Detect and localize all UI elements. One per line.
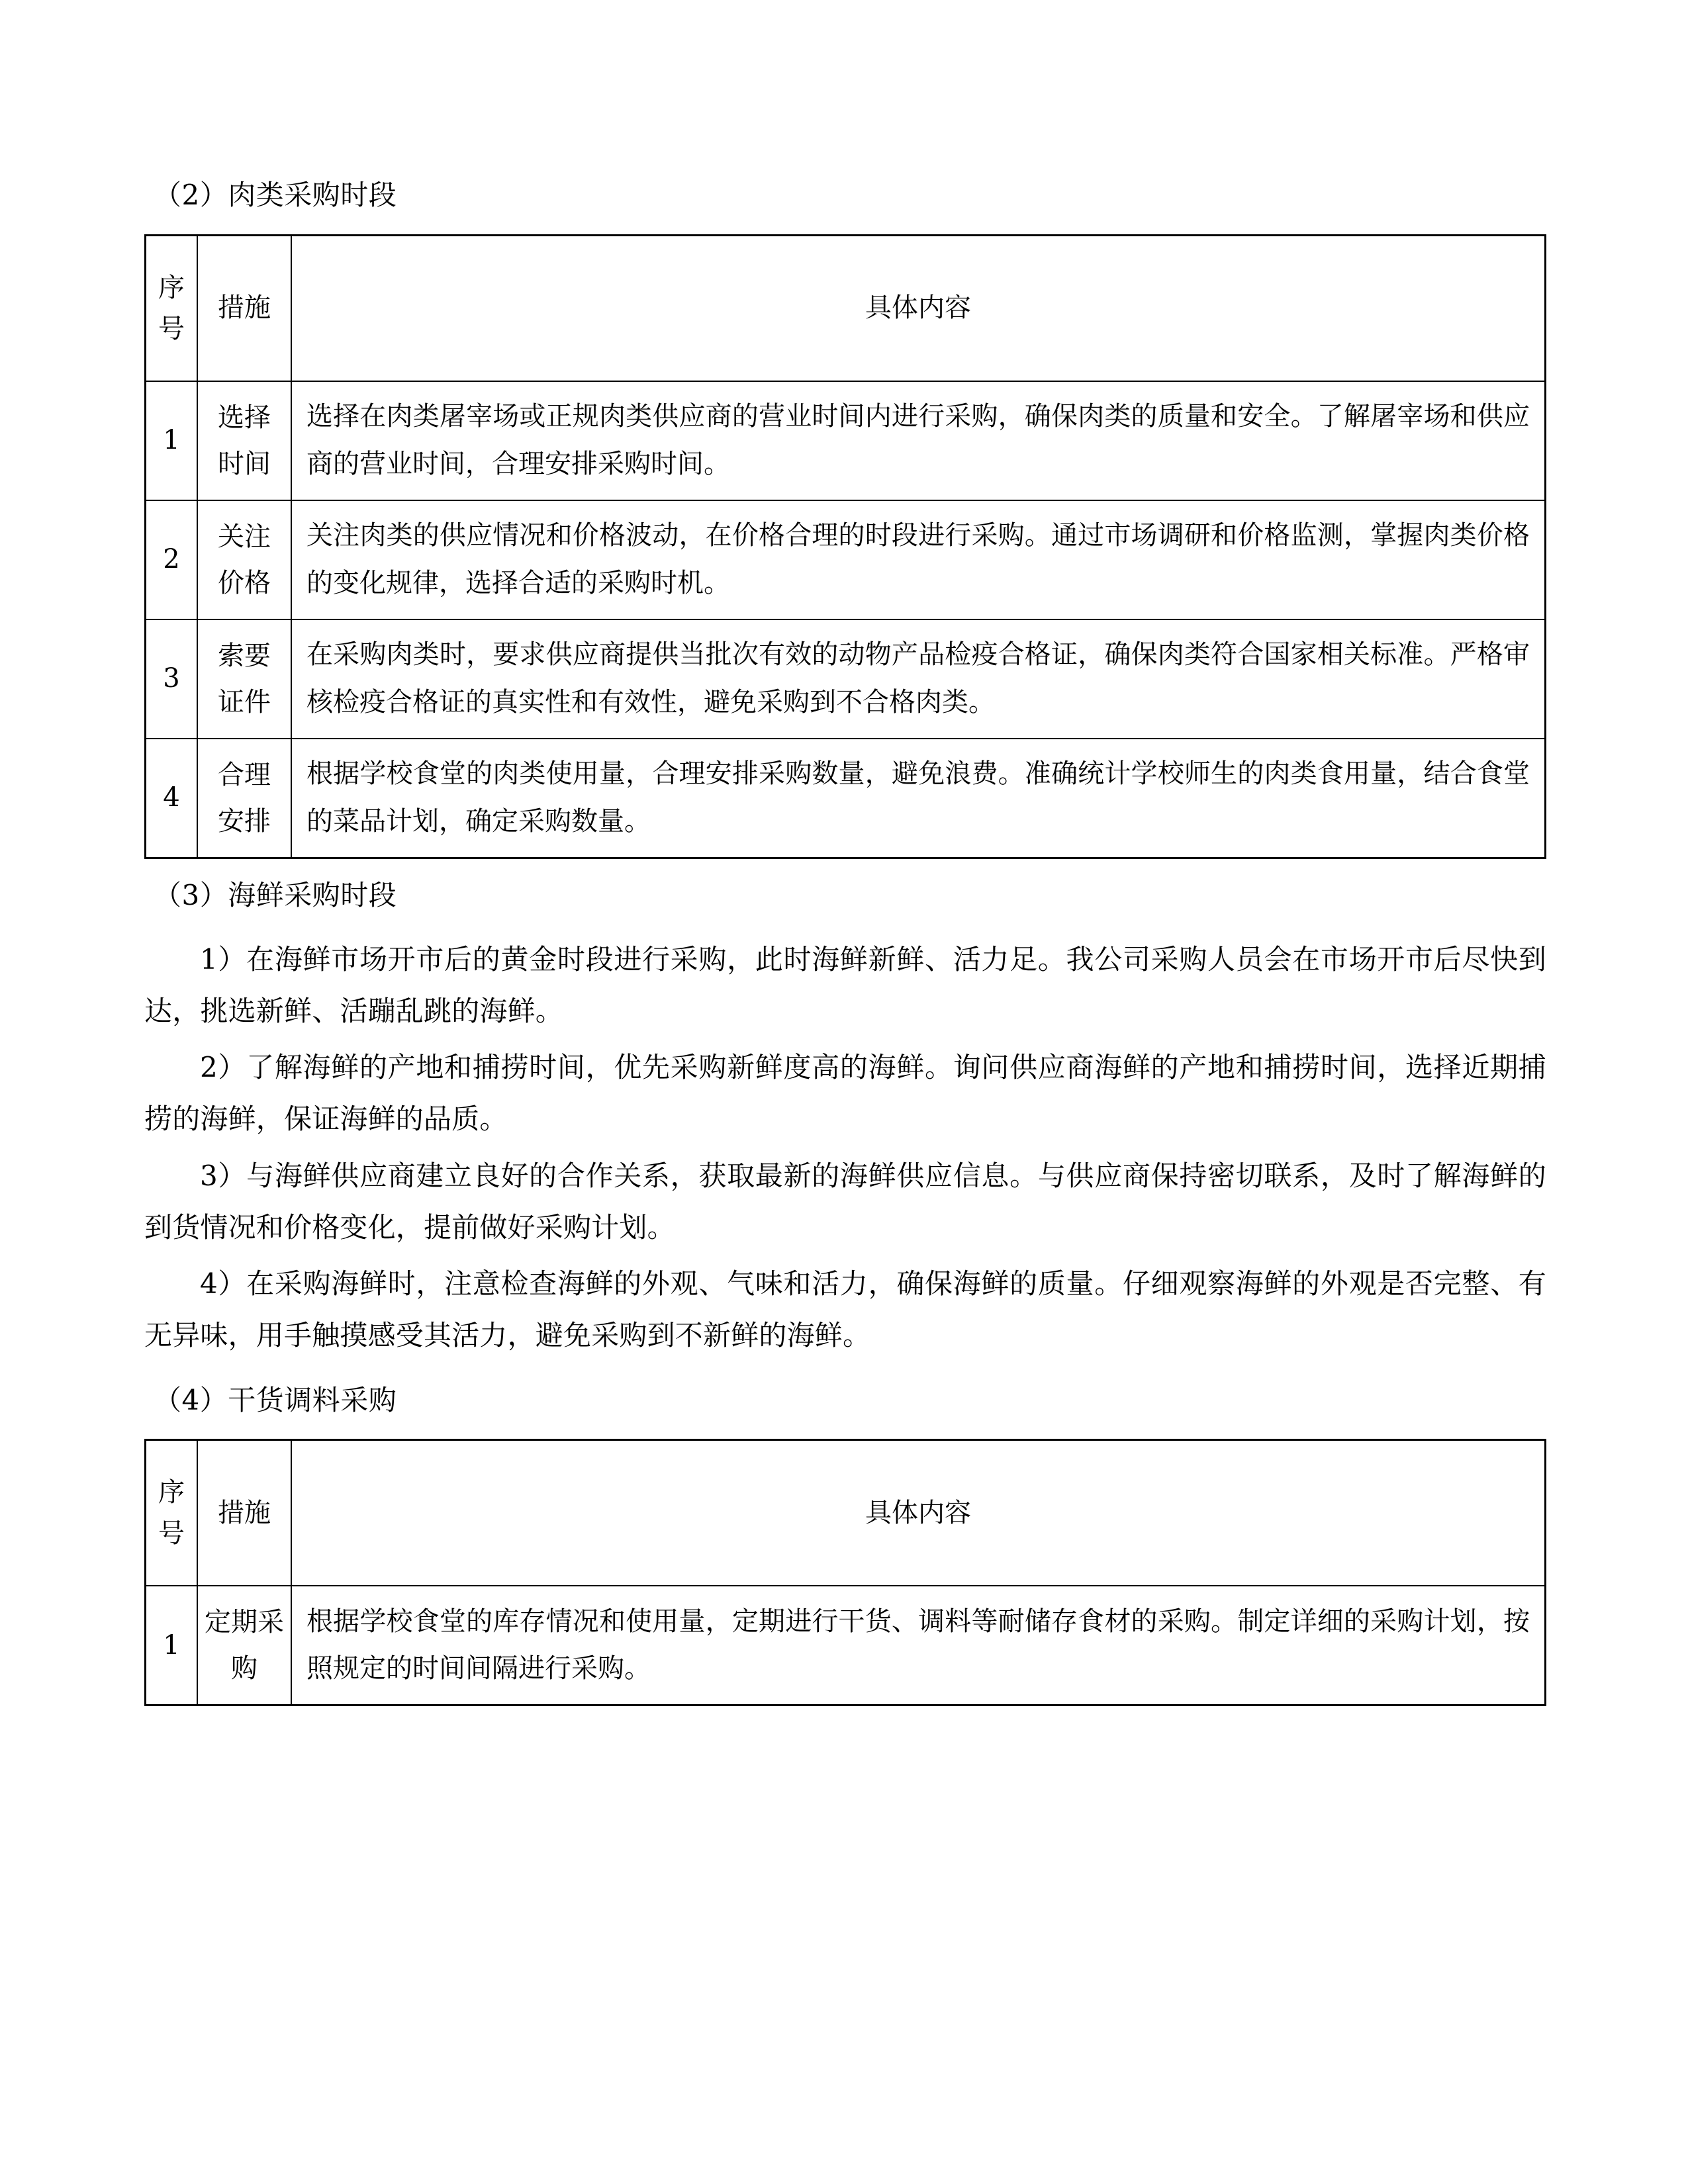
seafood-paragraph-3: 3）与海鲜供应商建立良好的合作关系，获取最新的海鲜供应信息。与供应商保持密切联系，及时了解海鲜的到货情况和价格变化，提前做好采购计划。 (144, 1159, 1546, 1244)
dry-goods-table-body (146, 1586, 1546, 1706)
meat-table-body (146, 381, 1546, 858)
row-number: 1 (146, 381, 198, 500)
meat-table-head (146, 235, 1546, 381)
row-measure (197, 381, 291, 500)
row-measure-line2: 安排 (218, 805, 271, 837)
table-header-row (146, 235, 1546, 381)
header-no-line2: 号 (158, 1518, 185, 1549)
section-heading-meat: （2）肉类采购时段 (154, 179, 397, 211)
header-cell-detail: 具体内容 (291, 1440, 1546, 1586)
dry-goods-procurement-table (144, 1439, 1546, 1706)
header-cell-detail: 具体内容 (291, 235, 1546, 381)
table-row (146, 739, 1546, 858)
table-row (146, 1586, 1546, 1706)
row-detail: 在采购肉类时，要求供应商提供当批次有效的动物产品检疫合格证，确保肉类符合国家相关标准。严格审核检疫合格证的真实性和有效性，避免采购到不合格肉类。 (291, 619, 1546, 739)
document-body (144, 179, 1546, 1706)
meat-procurement-table (144, 234, 1546, 859)
row-measure-line2: 时间 (218, 448, 271, 479)
section-heading-seafood: （3）海鲜采购时段 (154, 878, 397, 911)
seafood-paragraph-4: 4）在采购海鲜时，注意检查海鲜的外观、气味和活力，确保海鲜的质量。仔细观察海鲜的外观是否完整、有无异味，用手触摸感受其活力，避免采购到不新鲜的海鲜。 (144, 1267, 1546, 1351)
header-cell-measure: 措施 (197, 1440, 291, 1586)
header-no-line2: 号 (158, 313, 185, 344)
row-measure (197, 619, 291, 739)
row-measure-line1: 定期采 (205, 1607, 284, 1638)
header-cell-measure: 措施 (197, 235, 291, 381)
seafood-paragraph-1: 1）在海鲜市场开市后的黄金时段进行采购，此时海鲜新鲜、活力足。我公司采购人员会在市场开市后尽快到达，挑选新鲜、活蹦乱跳的海鲜。 (144, 943, 1546, 1027)
row-measure-line1: 关注 (218, 521, 271, 552)
row-number: 1 (146, 1586, 198, 1706)
row-measure-line1: 合理 (218, 759, 271, 790)
row-detail: 关注肉类的供应情况和价格波动，在价格合理的时段进行采购。通过市场调研和价格监测，掌握肉类价格的变化规律，选择合适的采购时机。 (291, 500, 1546, 619)
row-detail: 选择在肉类屠宰场或正规肉类供应商的营业时间内进行采购，确保肉类的质量和安全。了解屠宰场和供应商的营业时间，合理安排采购时间。 (291, 381, 1546, 500)
row-number: 3 (146, 619, 198, 739)
row-number: 4 (146, 739, 198, 858)
header-cell-no (146, 1440, 198, 1586)
header-no-line1: 序 (158, 272, 185, 303)
header-cell-no (146, 235, 198, 381)
seafood-paragraph-2: 2）了解海鲜的产地和捕捞时间，优先采购新鲜度高的海鲜。询问供应商海鲜的产地和捕捞时间，选择近期捕捞的海鲜，保证海鲜的品质。 (144, 1051, 1546, 1136)
section-heading-dry-goods: （4）干货调料采购 (154, 1383, 397, 1416)
header-no-line1: 序 (158, 1477, 185, 1508)
row-measure-line2: 价格 (218, 567, 271, 598)
row-detail: 根据学校食堂的库存情况和使用量，定期进行干货、调料等耐储存食材的采购。制定详细的采购计划，按照规定的时间间隔进行采购。 (291, 1586, 1546, 1706)
row-measure-line1: 选择 (218, 402, 271, 433)
table-row (146, 500, 1546, 619)
row-measure (197, 500, 291, 619)
row-measure-line2: 证件 (218, 686, 271, 717)
row-measure-line1: 索要 (218, 640, 271, 671)
row-measure (197, 1586, 291, 1706)
table-row (146, 619, 1546, 739)
row-number: 2 (146, 500, 198, 619)
row-measure-line2: 购 (231, 1653, 258, 1684)
row-detail: 根据学校食堂的肉类使用量，合理安排采购数量，避免浪费。准确统计学校师生的肉类食用量，结合食堂的菜品计划，确定采购数量。 (291, 739, 1546, 858)
table-header-row (146, 1440, 1546, 1586)
dry-goods-table-head (146, 1440, 1546, 1586)
row-measure (197, 739, 291, 858)
table-row (146, 381, 1546, 500)
